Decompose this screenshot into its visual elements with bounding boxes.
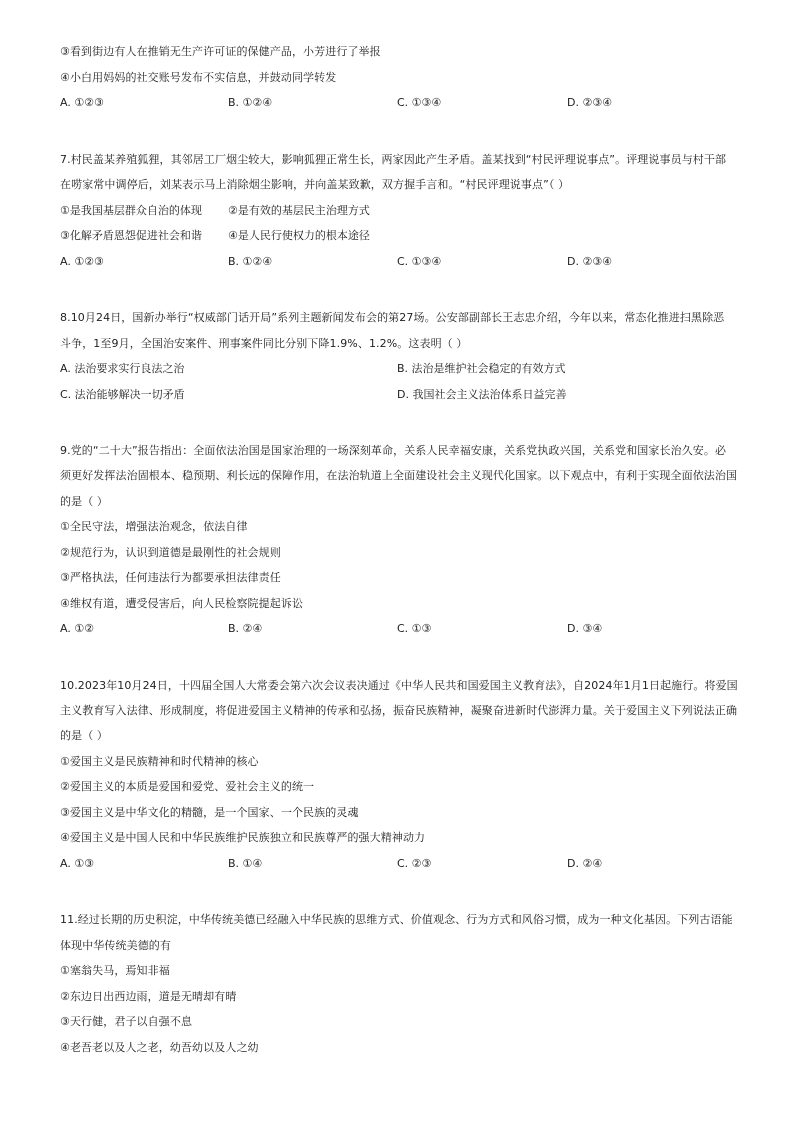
q10-item-3: ③爱国主义是中华文化的精髓，是一个国家、一个民族的灵魂 xyxy=(60,806,359,819)
q10-stem-line-1: 10.2023年10月24日，十四届全国人大常委会第六次会议表决通过《中华人民共和国爱国主义教育法》，自2024年1月1日起施行。将爱国 xyxy=(60,679,738,692)
q10-stem-line-2: 主义教育写入法律、形成制度，将促进爱国主义精神的传承和弘扬，振奋民族精神，凝聚奋进新时代澎湃力量。关于爱国主义下列说法正确 xyxy=(60,704,738,717)
q7-option-a[interactable]: A. ①②③ xyxy=(60,255,104,268)
q9-option-c[interactable]: C. ①③ xyxy=(397,622,432,635)
q9-option-a[interactable]: A. ①② xyxy=(60,622,95,635)
q10-item-1: ①爱国主义是民族精神和时代精神的核心 xyxy=(60,755,259,768)
q7-item-4: ④是人民行使权力的根本途径 xyxy=(228,229,370,242)
q8-option-d[interactable]: D. 我国社会主义法治体系日益完善 xyxy=(397,388,567,401)
q6-option-b[interactable]: B. ①②④ xyxy=(228,96,273,109)
q6-option-d[interactable]: D. ②③④ xyxy=(567,96,613,109)
q7-option-b[interactable]: B. ①②④ xyxy=(228,255,273,268)
q11-item-1: ①塞翁失马，焉知非福 xyxy=(60,964,170,977)
q11-item-4: ④老吾老以及人之老，幼吾幼以及人之幼 xyxy=(60,1041,259,1054)
q7-option-c[interactable]: C. ①③④ xyxy=(397,255,442,268)
q7-stem-line-1: 7.村民盖某养殖狐狸，其邻居工厂烟尘较大，影响狐狸正常生长，两家因此产生矛盾。盖某找到“村民评理说事点”。评理说事员与村干部 xyxy=(60,153,727,166)
q10-item-2: ②爱国主义的本质是爱国和爱党、爱社会主义的统一 xyxy=(60,780,315,793)
q6-item-3: ③看到街边有人在推销无生产许可证的保健产品，小芳进行了举报 xyxy=(60,45,381,58)
q7-item-3: ③化解矛盾恩怨促进社会和谐 xyxy=(60,229,202,242)
q7-item-1: ①是我国基层群众自治的体现 xyxy=(60,204,202,217)
q9-item-3: ③严格执法，任何违法行为都要承担法律责任 xyxy=(60,571,281,584)
q9-stem-line-2: 须更好发挥法治固根本、稳预期、利长远的保障作用，在法治轨道上全面建设社会主义现代化国家。以下观点中，有利于实现全面依法治国 xyxy=(60,469,738,482)
q9-stem-line-1: 9.党的“二十大”报告指出：全面依法治国是国家治理的一场深刻革命，关系人民幸福安康，关系党执政兴国，关系党和国家长治久安。必 xyxy=(60,444,727,457)
q11-stem-line-1: 11.经过长期的历史积淀，中华传统美德已经融入中华民族的思维方式、价值观念、行为方式和风俗习惯，成为一种文化基因。下列古语能 xyxy=(60,913,733,926)
q10-stem-line-3: 的是（ ） xyxy=(60,729,108,742)
q8-option-b[interactable]: B. 法治是维护社会稳定的有效方式 xyxy=(397,362,566,375)
q10-option-b[interactable]: B. ①④ xyxy=(228,857,263,870)
q6-item-4: ④小白用妈妈的社交账号发布不实信息，并鼓动同学转发 xyxy=(60,71,337,84)
q8-stem-line-2: 斗争，1至9月，全国治安案件、刑事案件同比分别下降1.9%、1.2%。这表明（ ） xyxy=(60,337,468,350)
q8-option-c[interactable]: C. 法治能够解决一切矛盾 xyxy=(60,388,185,401)
q9-stem-line-3: 的是（ ） xyxy=(60,495,108,508)
q9-item-4: ④维权有道，遭受侵害后，向人民检察院提起诉讼 xyxy=(60,597,304,610)
q10-option-a[interactable]: A. ①③ xyxy=(60,857,95,870)
q11-stem-line-2: 体现中华传统美德的有 xyxy=(60,939,171,952)
q9-item-1: ①全民守法，增强法治观念，依法自律 xyxy=(60,520,248,533)
q6-option-a[interactable]: A. ①②③ xyxy=(60,96,104,109)
q10-option-d[interactable]: D. ②④ xyxy=(567,857,603,870)
q9-item-2: ②规范行为，认识到道德是最刚性的社会规则 xyxy=(60,546,281,559)
q11-item-2: ②东边日出西边雨，道是无晴却有晴 xyxy=(60,990,237,1003)
q8-option-a[interactable]: A. 法治要求实行良法之治 xyxy=(60,362,185,375)
q7-option-d[interactable]: D. ②③④ xyxy=(567,255,613,268)
q9-option-b[interactable]: B. ②④ xyxy=(228,622,263,635)
q11-item-3: ③天行健，君子以自强不息 xyxy=(60,1015,193,1028)
q10-item-4: ④爱国主义是中国人民和中华民族维护民族独立和民族尊严的强大精神动力 xyxy=(60,831,426,844)
q9-option-d[interactable]: D. ③④ xyxy=(567,622,603,635)
q8-stem-line-1: 8.10月24日，国新办举行“权威部门话开局”系列主题新闻发布会的第27场。公安部副部长王志忠介绍，今年以来，常态化推进扫黑除恶 xyxy=(60,311,725,324)
q7-item-2: ②是有效的基层民主治理方式 xyxy=(228,204,370,217)
q6-option-c[interactable]: C. ①③④ xyxy=(397,96,442,109)
q10-option-c[interactable]: C. ②③ xyxy=(397,857,432,870)
q7-stem-line-2: 在唠家常中调停后，刘某表示马上消除烟尘影响，并向盖某致歉，双方握手言和。“村民评理说事点”（ ） xyxy=(60,178,570,191)
